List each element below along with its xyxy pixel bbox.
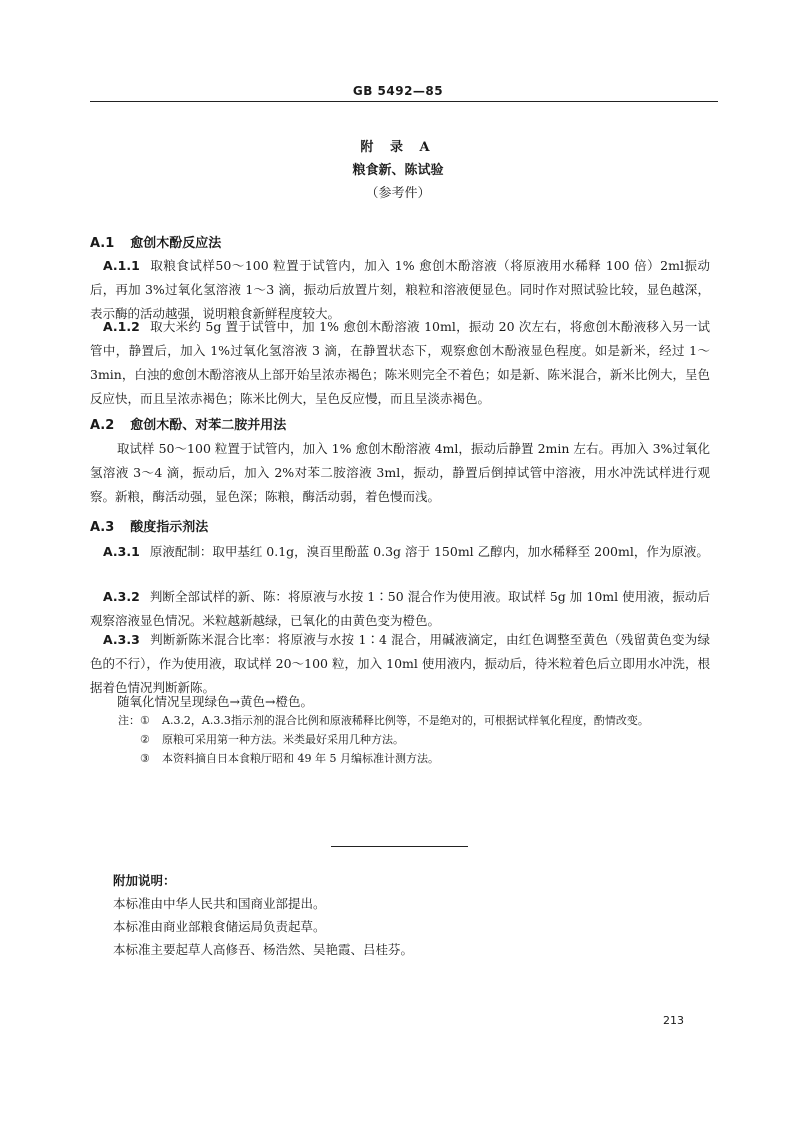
notes-lead: 注： — [118, 714, 140, 727]
note-marker: ③ — [140, 752, 150, 765]
additional-heading: 附加说明： — [113, 873, 176, 888]
section-divider — [331, 846, 468, 847]
section-number: A.3 — [90, 520, 115, 535]
note-marker: ② — [140, 733, 150, 746]
appendix-title: 粮食新、陈试验 — [352, 163, 444, 178]
additional-line: 本标准主要起草人高修吾、杨浩然、吴艳霞、吕桂芬。 — [113, 942, 414, 957]
clause-text: 取大米约 5g 置于试管中，加 1% 愈创木酚溶液 10ml，振动 20 次左右，将愈创木酚液移入另一试管中，静置后，加入 1%过氧化氢溶液 3 滴，在静置状态下，观察愈创木酚液显色程度。如是新米，经过 1～3min，白浊的愈创木酚溶液从上部开始呈浓赤褐色；陈米则完全不着色；如是新、陈米混合，新米比例大，呈色反应快，而且呈浓赤褐色；陈米比例大，呈色反应慢，而且呈淡赤褐色。 — [90, 319, 710, 406]
section-title: 愈创木酚、对苯二胺并用法 — [130, 418, 287, 433]
note-item — [118, 711, 718, 730]
clause-text: 原液配制：取甲基红 0.1g，溴百里酚蓝 0.3g 溶于 150ml 乙醇内，加水稀释至 200ml，作为原液。 — [149, 544, 709, 559]
note-text: 本资料摘自日本食粮厅昭和 49 年 5 月编标准计测方法。 — [162, 752, 439, 765]
note-marker: ① — [140, 714, 150, 727]
additional-explanation — [113, 869, 413, 961]
section-a1-heading — [90, 232, 221, 251]
note-item — [118, 749, 718, 768]
header-rule — [90, 101, 718, 102]
clause-number: A.3.3 — [103, 632, 140, 647]
clause-text: 判断全部试样的新、陈：将原液与水按 1∶50 混合作为使用液。取试样 5g 加 10ml 使用液，振动后观察溶液显色情况。米粒越新越绿，已氧化的由黄色变为橙色。 — [90, 589, 710, 628]
standard-code: GB 5492—85 — [352, 84, 444, 98]
section-title: 愈创木酚反应法 — [130, 236, 222, 251]
section-a2-heading — [90, 414, 286, 433]
appendix-label: 附 录 A — [360, 140, 436, 155]
note-item — [118, 730, 718, 749]
clause-text: 判断新陈米混合比率：将原液与水按 1∶4 混合，用碱液滴定，由红色调整至黄色（残留黄色变为绿色的不行），作为使用液，取试样 20～100 粒，加入 10ml 使用液内，振动后，待米粒着色后立即用水冲洗，根据着色情况判断新陈。 — [90, 632, 710, 695]
paragraph-a3-1 — [90, 540, 710, 564]
section-title: 酸度指示剂法 — [130, 520, 209, 535]
note-text: 原粮可采用第一种方法。米类最好采用几种方法。 — [162, 733, 404, 746]
appendix-reference-note: （参考件） — [365, 186, 431, 201]
clause-text: 随氧化情况呈现绿色→黄色→橙色。 — [117, 694, 313, 709]
note-text: A.3.2，A.3.3指示剂的混合比例和原液稀释比例等，不是绝对的，可根据试样氧化程度，酌情改变。 — [162, 714, 649, 727]
section-number: A.2 — [90, 418, 115, 433]
clause-number: A.3.2 — [103, 589, 140, 604]
paragraph-a3-2 — [90, 585, 710, 633]
section-a3-heading — [90, 516, 208, 535]
clause-number: A.1.2 — [103, 319, 140, 334]
clause-text: 取粮食试样50～100 粒置于试管内，加入 1% 愈创木酚溶液（将原液用水稀释 100 倍）2ml振动后，再加 3%过氧化氢溶液 1～3 滴，振动后放置片刻，粮粒和溶液便显色。同时作对照试验比较，显色越深，表示酶的活动越强，说明粮食新鲜程度较大。 — [90, 258, 710, 321]
notes-block — [118, 711, 718, 768]
paragraph-a1-2 — [90, 315, 710, 411]
additional-line: 本标准由商业部粮食储运局负责起草。 — [113, 919, 326, 934]
section-number: A.1 — [90, 236, 115, 251]
additional-line: 本标准由中华人民共和国商业部提出。 — [113, 896, 326, 911]
clause-number: A.3.1 — [103, 544, 140, 559]
paragraph-a2 — [90, 437, 710, 509]
clause-text: 取试样 50～100 粒置于试管内，加入 1% 愈创木酚溶液 4ml，振动后静置 2min 左右。再加入 3%过氧化氢溶液 3～4 滴，振动后，加入 2%对苯二胺溶液 3ml，振动，静置后倒掉试管中溶液，用水冲洗试样进行观察。新粮，酶活动强，显色深；陈粮，酶活动弱，着色慢而浅。 — [90, 441, 710, 504]
clause-number: A.1.1 — [103, 258, 140, 273]
page-number: 213 — [663, 1014, 684, 1027]
